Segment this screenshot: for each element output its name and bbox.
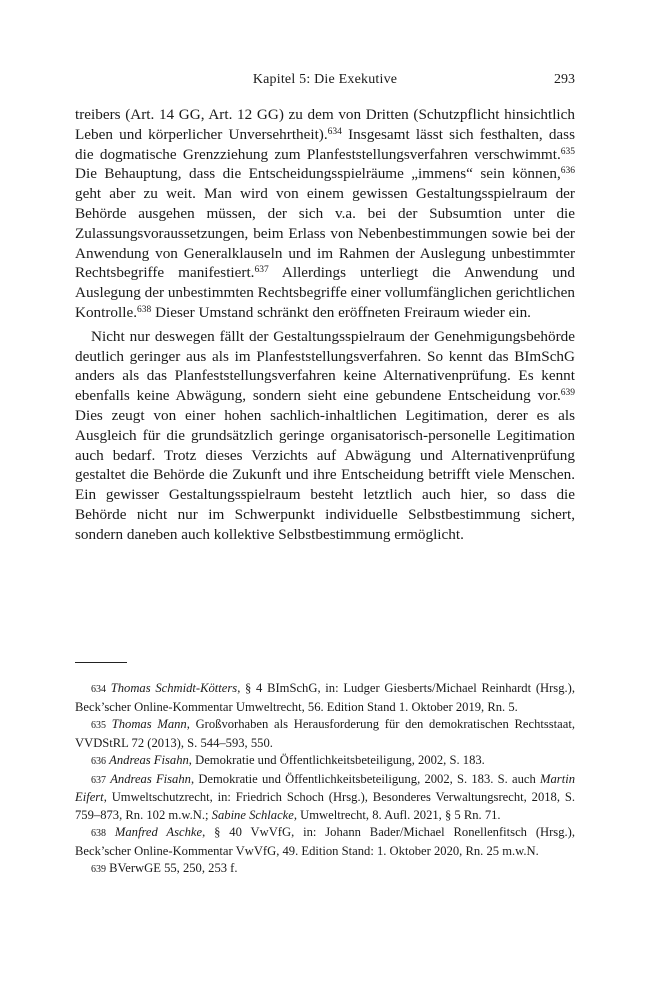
author-name: Manfred Aschke xyxy=(114,825,203,839)
text-run: , § 40 VwVfG, in: Johann Bader/Michael Ronellenfitsch (Hrsg.), Beck’scher Online-Kommentar VwVfG, 49. Edition Stand: 1. Oktober 2020, Rn. 25 m.w.N. xyxy=(75,825,575,858)
text-run: Dieser Umstand schränkt den eröffneten Freiraum wieder ein. xyxy=(151,303,531,321)
author-name: Thomas Schmidt-Kötters xyxy=(110,681,238,695)
footnote-reference[interactable]: 639 xyxy=(560,388,575,399)
footnote-number: 635 xyxy=(91,720,106,731)
footnote-637 xyxy=(75,771,575,825)
text-run: , Großvorhaben als Herausforderung für den demokratischen Rechtsstaat, VVDStRL 72 (2013), S. 544–593, 550. xyxy=(75,717,576,750)
text-run: , Demokratie und Öffentlichkeitsbeteiligung, 2002, S. 183. xyxy=(188,753,485,767)
page-number: 293 xyxy=(554,72,575,87)
footnote-number: 639 xyxy=(91,864,106,875)
footnote-reference[interactable]: 634 xyxy=(327,126,342,137)
text-run: geht aber zu weit. Man wird von einem gewissen Gestaltungsspielraum der Behörde ausgehen müssen, der sich v.a. bei der Subsumtion unter die Zulassungsvoraussetzungen, beim Erlass von Nebenbestimmungen sowie bei der Anwendung von Generalklauseln und im Rahmen der Auslegung unbestimmter Rechtsbegriffe manifestiert. xyxy=(75,185,575,282)
paragraph-2 xyxy=(75,327,575,545)
body-text xyxy=(75,105,575,545)
text-run: Dies zeugt von einer hohen sachlich-inhaltlichen Legitimation, derer es als Ausgleich für die grundsätzlich geringe organisatorisch-personelle Legitimation auch bedarf. Trotz dieses Verzichts auf Abwägung und Alternativenprüfung gestaltet die Behörde die Zukunft und ihre Entscheidung betrifft viele Menschen. Ein gewisser Gestaltungsspielraum besteht letztlich auch hier, so dass die Behörde nicht nur im Schwerpunkt individuelle Selbstbestimmung sichert, sondern daneben auch kollektive Selbstbestimmung ermöglicht. xyxy=(75,406,575,543)
footnote-number: 637 xyxy=(91,774,106,786)
footnote-reference[interactable]: 638 xyxy=(137,304,152,315)
footnote-number: 634 xyxy=(91,684,106,695)
text-run: , Demokratie und Öffentlichkeitsbeteiligung, 2002, S. 183. S. auch xyxy=(190,771,541,786)
book-page xyxy=(75,0,575,985)
footnote-634 xyxy=(75,680,575,716)
author-name: Thomas Mann xyxy=(111,717,187,731)
text-run: BVerwGE 55, 250, 253 f. xyxy=(109,861,238,875)
text-run: Nicht nur deswegen fällt der Gestaltungsspielraum der Genehmigungsbehörde deutlich geringer aus als im Planfeststellungsverfahren. So kennt das BImSchG anders als das Planfeststellungsverfahren keine Alternativenprüfung. Es kennt ebenfalls keine Abwägung, sondern sieht eine gebundene Entscheidung vor. xyxy=(75,327,575,405)
text-run: treibers (Art. 14 GG, Art. 12 GG) zu dem von Dritten (Schutzpflicht hinsichtlich Leben und körperlicher Unversehrtheit). xyxy=(75,106,575,143)
text-run: , Umweltrecht, 8. Aufl. 2021, § 5 Rn. 71. xyxy=(293,807,501,822)
page-header xyxy=(75,72,575,92)
running-head: Kapitel 5: Die Exekutive xyxy=(252,72,398,87)
text-run: , Umweltschutzrecht, in: Friedrich Schoch (Hrsg.), Besonderes Verwaltungsrecht, 2018, S. 759–873, Rn. 102 m.w.N.; xyxy=(75,790,575,822)
text-run: , § 4 BImSchG, in: Ludger Giesberts/Michael Reinhardt (Hrsg.), Beck’scher Online-Kommentar Umweltrecht, 56. Edition Stand 1. Oktober 2019, Rn. 5. xyxy=(75,681,575,714)
author-name: Sabine Schlacke xyxy=(211,807,294,822)
text-run: Allerdings unterliegt die Anwendung und Auslegung der unbestimmten Rechtsbegriffe einer vollumfänglichen gerichtlichen Kontrolle. xyxy=(75,264,575,321)
text-run: Die Behauptung, dass die Entscheidungsspielräume „immens“ sein können, xyxy=(75,165,561,183)
author-name: Andreas Fisahn xyxy=(110,771,191,786)
footnote-reference[interactable]: 636 xyxy=(560,166,575,177)
footnote-number: 636 xyxy=(91,756,106,767)
text-run: Insgesamt lässt sich festhalten, dass die dogmatische Grenzziehung zum Planfeststellungsverfahren verschwimmt. xyxy=(75,125,575,163)
paragraph-1 xyxy=(75,105,575,323)
footnotes xyxy=(75,680,575,879)
footnote-reference[interactable]: 635 xyxy=(560,146,575,157)
footnote-number: 638 xyxy=(91,828,106,839)
footnote-636 xyxy=(75,752,575,771)
footnote-638 xyxy=(75,824,575,860)
author-name: Andreas Fisahn xyxy=(109,753,189,767)
author-name: Martin Eifert xyxy=(75,771,575,804)
footnote-639 xyxy=(75,860,575,879)
footnote-divider xyxy=(75,662,127,663)
footnote-635 xyxy=(75,716,575,752)
footnote-reference[interactable]: 637 xyxy=(254,265,269,276)
